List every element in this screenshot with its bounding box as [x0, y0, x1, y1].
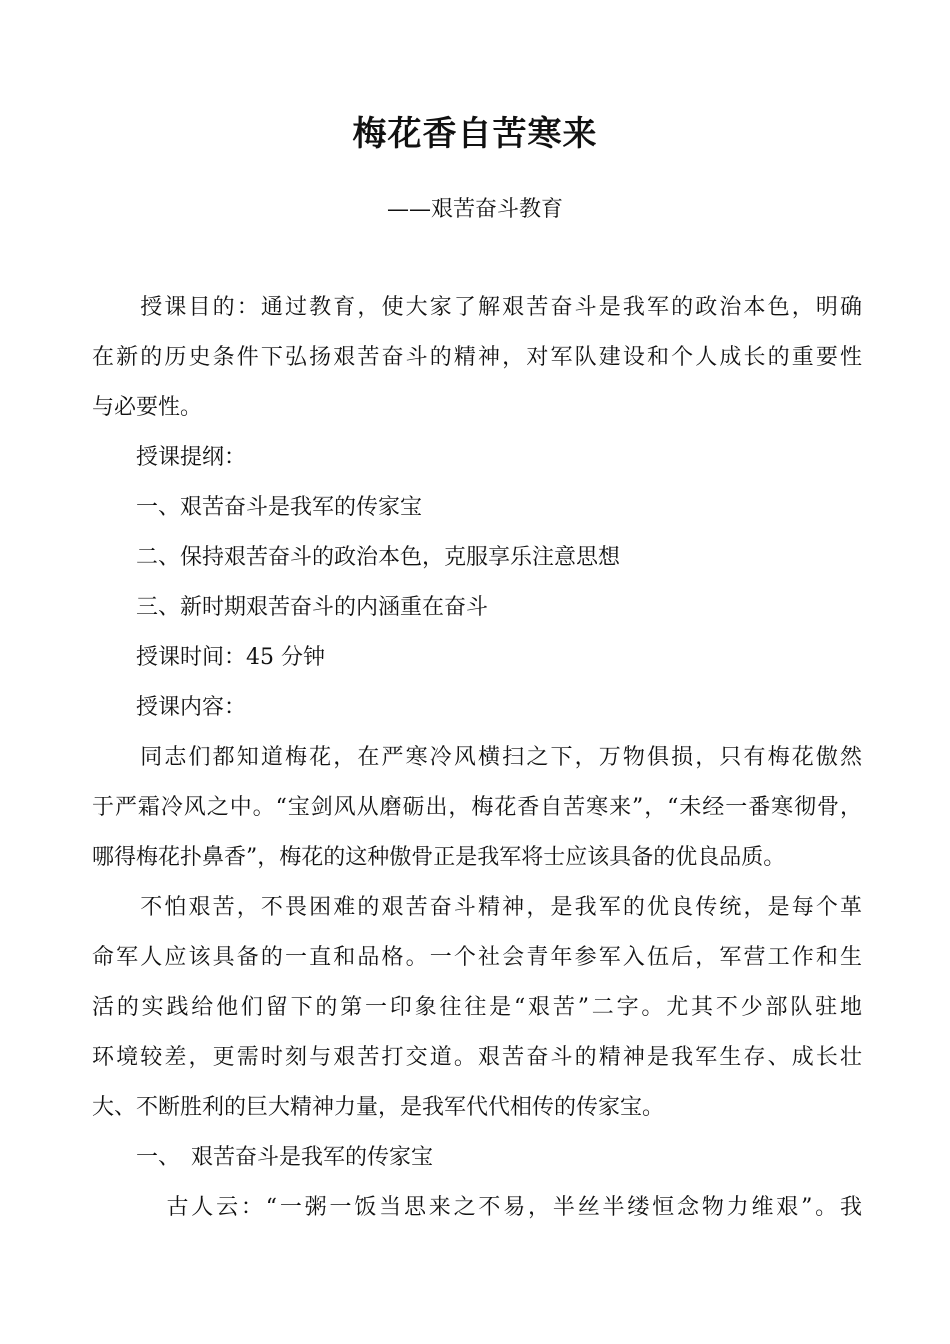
text-line: 一、艰苦奋斗是我军的传家宝	[92, 495, 423, 520]
text-line: 大、不断胜利的巨大精神力量，是我军代代相传的传家宝。	[92, 1095, 665, 1120]
text-line: 一、 艰苦奋斗是我军的传家宝	[92, 1145, 434, 1170]
text-line: 哪得梅花扑鼻香”，梅花的这种傲骨正是我军将士应该具备的优良品质。	[92, 845, 786, 870]
text-line: 同志们都知道梅花，在严寒冷风横扫之下，万物俱损，只有梅花傲然	[92, 745, 862, 770]
text-line: 活的实践给他们留下的第一印象往往是“艰苦”二字。尤其不少部队驻地	[92, 995, 862, 1020]
text-line: 环境较差，更需时刻与艰苦打交道。艰苦奋斗的精神是我军生存、成长壮	[92, 1045, 862, 1070]
text-line: 不怕艰苦，不畏困难的艰苦奋斗精神，是我军的优良传统，是每个革	[92, 895, 862, 920]
text-line: 二、保持艰苦奋斗的政治本色，克服享乐注意思想	[92, 545, 621, 570]
text-line: 在新的历史条件下弘扬艰苦奋斗的精神，对军队建设和个人成长的重要性	[92, 345, 862, 370]
text-line: 三、新时期艰苦奋斗的内涵重在奋斗	[92, 595, 489, 620]
text-line: 授课提纲：	[92, 445, 247, 470]
text-line: 古人云：“一粥一饭当思来之不易，半丝半缕恒念物力维艰”。我	[92, 1195, 862, 1220]
text-line: 命军人应该具备的一直和品格。一个社会青年参军入伍后，军营工作和生	[92, 945, 862, 970]
text-line: 授课内容：	[92, 695, 247, 720]
text-line: 于严霜冷风之中。“宝剑风从磨砺出，梅花香自苦寒来”，“未经一番寒彻骨，	[92, 795, 862, 820]
text-line: 授课时间：45 分钟	[92, 645, 325, 670]
document-subtitle: ——艰苦奋斗教育	[386, 197, 563, 222]
document-title: 梅花香自苦寒来	[352, 114, 598, 154]
text-line: 授课目的：通过教育，使大家了解艰苦奋斗是我军的政治本色，明确	[92, 295, 862, 320]
text-line: 与必要性。	[92, 395, 203, 420]
